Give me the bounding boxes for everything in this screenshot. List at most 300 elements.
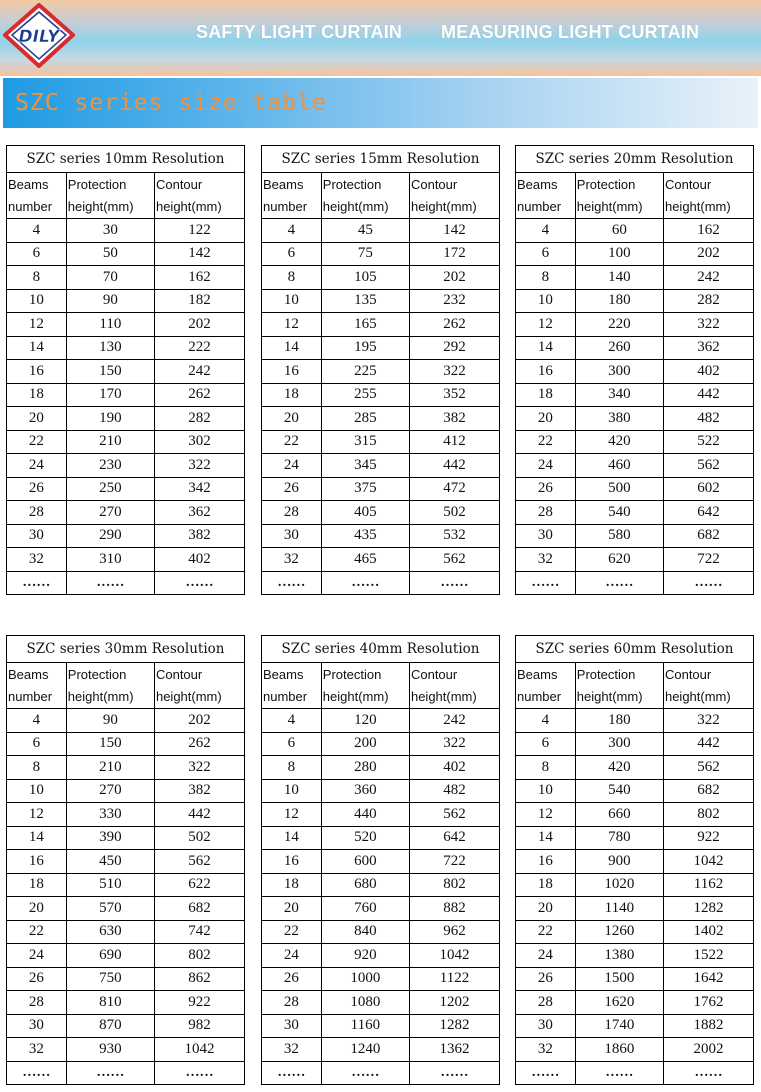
ellipsis-cell: …… (663, 1061, 753, 1085)
protection-header: Protection (66, 663, 154, 686)
table-row (262, 266, 500, 290)
protection-height-cell: 390 (66, 826, 154, 850)
table-row (262, 501, 500, 525)
protection-height-cell: 290 (66, 524, 154, 548)
protection-height-cell: 340 (575, 383, 663, 407)
contour-height-cell: 162 (663, 219, 753, 243)
contour-height-cell: 1282 (663, 897, 753, 921)
beams-number-cell: 16 (516, 360, 576, 384)
table-row (516, 897, 754, 921)
ellipsis-cell: …… (516, 571, 576, 595)
table-row (7, 219, 245, 243)
protection-height-cell: 1500 (575, 967, 663, 991)
contour-height-cell: 722 (663, 548, 753, 572)
contour-height-cell: 682 (154, 897, 244, 921)
protection-header: height(mm) (321, 686, 409, 709)
beams-number-cell: 6 (262, 732, 322, 756)
protection-header: Protection (66, 173, 154, 196)
contour-height-cell: 322 (409, 360, 499, 384)
ellipsis-cell: …… (321, 571, 409, 595)
protection-height-cell: 70 (66, 266, 154, 290)
ellipsis-cell: …… (575, 1061, 663, 1085)
beams-number-cell: 24 (516, 454, 576, 478)
beams-number-cell: 10 (262, 289, 322, 313)
table-header-row (262, 196, 500, 219)
beams-number-cell: 10 (262, 779, 322, 803)
protection-height-cell: 510 (66, 873, 154, 897)
beams-number-cell: 22 (262, 920, 322, 944)
beams-header: number (262, 196, 322, 219)
ellipsis-cell: …… (154, 571, 244, 595)
beams-number-cell: 22 (516, 430, 576, 454)
protection-header: height(mm) (66, 686, 154, 709)
protection-height-cell: 620 (575, 548, 663, 572)
protection-height-cell: 170 (66, 383, 154, 407)
table-caption: SZC series 40mm Resolution (262, 636, 500, 663)
beams-number-cell: 32 (516, 548, 576, 572)
protection-height-cell: 920 (321, 944, 409, 968)
contour-height-cell: 2002 (663, 1038, 753, 1062)
beams-number-cell: 28 (516, 501, 576, 525)
beams-number-cell: 20 (262, 407, 322, 431)
nav-safety-light-curtain[interactable]: SAFTY LIGHT CURTAIN (196, 22, 403, 42)
contour-height-cell: 742 (154, 920, 244, 944)
contour-height-cell: 562 (409, 548, 499, 572)
contour-height-cell: 282 (154, 407, 244, 431)
contour-height-cell: 1122 (409, 967, 499, 991)
beams-number-cell: 30 (262, 1014, 322, 1038)
protection-height-cell: 570 (66, 897, 154, 921)
contour-height-cell: 922 (154, 991, 244, 1015)
size-table (6, 635, 245, 1085)
protection-height-cell: 1380 (575, 944, 663, 968)
protection-height-cell: 285 (321, 407, 409, 431)
protection-height-cell: 225 (321, 360, 409, 384)
beams-number-cell: 18 (262, 873, 322, 897)
beams-header: number (7, 686, 67, 709)
protection-header: Protection (321, 663, 409, 686)
protection-height-cell: 315 (321, 430, 409, 454)
contour-height-cell: 532 (409, 524, 499, 548)
contour-height-cell: 262 (154, 383, 244, 407)
contour-height-cell: 562 (409, 803, 499, 827)
protection-height-cell: 230 (66, 454, 154, 478)
contour-height-cell: 1042 (409, 944, 499, 968)
table-caption: SZC series 15mm Resolution (262, 146, 500, 173)
table-row (7, 383, 245, 407)
contour-height-cell: 322 (663, 709, 753, 733)
contour-height-cell: 682 (663, 779, 753, 803)
contour-height-cell: 802 (154, 944, 244, 968)
protection-height-cell: 660 (575, 803, 663, 827)
site-header (0, 0, 761, 76)
table-row (262, 383, 500, 407)
contour-height-cell: 1202 (409, 991, 499, 1015)
protection-header: height(mm) (575, 196, 663, 219)
beams-number-cell: 14 (262, 826, 322, 850)
protection-height-cell: 630 (66, 920, 154, 944)
table-row (262, 242, 500, 266)
table-header-row (262, 173, 500, 196)
protection-height-cell: 180 (575, 289, 663, 313)
beams-number-cell: 20 (262, 897, 322, 921)
section-title: SZC series size table (15, 90, 327, 116)
table-header-row (262, 686, 500, 709)
protection-header: height(mm) (575, 686, 663, 709)
beams-number-cell: 16 (262, 850, 322, 874)
contour-height-cell: 322 (154, 756, 244, 780)
protection-height-cell: 440 (321, 803, 409, 827)
table-row (262, 289, 500, 313)
beams-number-cell: 30 (7, 524, 67, 548)
beams-number-cell: 12 (516, 313, 576, 337)
protection-height-cell: 1080 (321, 991, 409, 1015)
beams-number-cell: 20 (516, 407, 576, 431)
table-caption-row (516, 636, 754, 663)
ellipsis-cell: …… (7, 1061, 67, 1085)
section-banner (3, 78, 758, 128)
beams-number-cell: 26 (7, 967, 67, 991)
ellipsis-cell: …… (154, 1061, 244, 1085)
table-row (516, 524, 754, 548)
beams-number-cell: 8 (262, 266, 322, 290)
protection-height-cell: 420 (575, 756, 663, 780)
table-row (516, 709, 754, 733)
protection-height-cell: 100 (575, 242, 663, 266)
contour-height-cell: 362 (154, 501, 244, 525)
protection-height-cell: 210 (66, 756, 154, 780)
size-table (6, 145, 245, 595)
contour-height-cell: 482 (409, 779, 499, 803)
table-ellipsis-row (7, 1061, 245, 1085)
contour-height-cell: 882 (409, 897, 499, 921)
contour-height-cell: 122 (154, 219, 244, 243)
table-row (7, 709, 245, 733)
contour-height-cell: 482 (663, 407, 753, 431)
protection-height-cell: 405 (321, 501, 409, 525)
contour-height-cell: 282 (663, 289, 753, 313)
protection-header: height(mm) (66, 196, 154, 219)
ellipsis-cell: …… (575, 571, 663, 595)
contour-height-cell: 322 (154, 454, 244, 478)
table-row (516, 756, 754, 780)
protection-height-cell: 90 (66, 289, 154, 313)
nav-measuring-light-curtain[interactable]: MEASURING LIGHT CURTAIN (441, 22, 700, 42)
table-row (262, 897, 500, 921)
beams-number-cell: 30 (262, 524, 322, 548)
beams-number-cell: 12 (262, 313, 322, 337)
table-row (262, 477, 500, 501)
protection-height-cell: 270 (66, 779, 154, 803)
protection-height-cell: 250 (66, 477, 154, 501)
table-ellipsis-row (516, 571, 754, 595)
protection-height-cell: 1140 (575, 897, 663, 921)
beams-number-cell: 12 (516, 803, 576, 827)
table-row (516, 991, 754, 1015)
contour-height-cell: 642 (663, 501, 753, 525)
table-row (516, 383, 754, 407)
table-row (262, 219, 500, 243)
table-header-row (7, 663, 245, 686)
protection-height-cell: 1240 (321, 1038, 409, 1062)
table-row (516, 501, 754, 525)
protection-header: Protection (575, 663, 663, 686)
beams-number-cell: 18 (516, 383, 576, 407)
protection-height-cell: 310 (66, 548, 154, 572)
protection-height-cell: 130 (66, 336, 154, 360)
contour-height-cell: 402 (154, 548, 244, 572)
beams-number-cell: 30 (7, 1014, 67, 1038)
table-row (262, 313, 500, 337)
protection-height-cell: 150 (66, 732, 154, 756)
beams-number-cell: 30 (516, 524, 576, 548)
contour-height-cell: 1282 (409, 1014, 499, 1038)
beams-header: Beams (7, 663, 67, 686)
table-header-row (516, 173, 754, 196)
table-caption: SZC series 20mm Resolution (516, 146, 754, 173)
table-row (262, 360, 500, 384)
protection-height-cell: 300 (575, 360, 663, 384)
table-row (516, 313, 754, 337)
beams-number-cell: 10 (7, 289, 67, 313)
contour-height-cell: 1882 (663, 1014, 753, 1038)
beams-number-cell: 28 (7, 501, 67, 525)
table-row (262, 1014, 500, 1038)
contour-header: Contour (154, 663, 244, 686)
protection-height-cell: 1260 (575, 920, 663, 944)
beams-number-cell: 26 (516, 967, 576, 991)
contour-height-cell: 802 (663, 803, 753, 827)
contour-height-cell: 242 (154, 360, 244, 384)
table-row (516, 477, 754, 501)
table-row (7, 289, 245, 313)
contour-height-cell: 562 (663, 454, 753, 478)
beams-number-cell: 6 (7, 242, 67, 266)
table-row (7, 501, 245, 525)
ellipsis-cell: …… (409, 1061, 499, 1085)
contour-height-cell: 982 (154, 1014, 244, 1038)
table-row (516, 219, 754, 243)
protection-height-cell: 435 (321, 524, 409, 548)
beams-number-cell: 32 (516, 1038, 576, 1062)
contour-header: height(mm) (663, 196, 753, 219)
protection-height-cell: 190 (66, 407, 154, 431)
contour-height-cell: 722 (409, 850, 499, 874)
table-row (262, 850, 500, 874)
beams-number-cell: 6 (7, 732, 67, 756)
beams-number-cell: 6 (516, 242, 576, 266)
table-row (262, 803, 500, 827)
contour-height-cell: 442 (663, 732, 753, 756)
ellipsis-cell: …… (321, 1061, 409, 1085)
contour-height-cell: 382 (154, 779, 244, 803)
protection-header: Protection (575, 173, 663, 196)
table-ellipsis-row (7, 571, 245, 595)
table-row (516, 920, 754, 944)
table-row (262, 826, 500, 850)
protection-height-cell: 60 (575, 219, 663, 243)
protection-height-cell: 195 (321, 336, 409, 360)
table-row (516, 548, 754, 572)
beams-number-cell: 16 (262, 360, 322, 384)
contour-height-cell: 1642 (663, 967, 753, 991)
beams-number-cell: 16 (7, 850, 67, 874)
table-row (7, 360, 245, 384)
protection-height-cell: 420 (575, 430, 663, 454)
table-row (262, 524, 500, 548)
protection-height-cell: 1860 (575, 1038, 663, 1062)
protection-height-cell: 750 (66, 967, 154, 991)
dily-logo[interactable] (3, 3, 75, 68)
protection-height-cell: 200 (321, 732, 409, 756)
table-row (516, 803, 754, 827)
protection-height-cell: 380 (575, 407, 663, 431)
table-row (516, 266, 754, 290)
protection-height-cell: 600 (321, 850, 409, 874)
contour-header: Contour (663, 663, 753, 686)
contour-height-cell: 562 (154, 850, 244, 874)
protection-height-cell: 810 (66, 991, 154, 1015)
table-row (516, 336, 754, 360)
beams-number-cell: 14 (7, 826, 67, 850)
protection-height-cell: 465 (321, 548, 409, 572)
table-header-row (516, 196, 754, 219)
table-row (7, 336, 245, 360)
protection-height-cell: 255 (321, 383, 409, 407)
beams-number-cell: 28 (262, 991, 322, 1015)
beams-number-cell: 26 (7, 477, 67, 501)
contour-height-cell: 292 (409, 336, 499, 360)
table-ellipsis-row (262, 1061, 500, 1085)
contour-height-cell: 412 (409, 430, 499, 454)
protection-height-cell: 1740 (575, 1014, 663, 1038)
contour-height-cell: 402 (409, 756, 499, 780)
contour-height-cell: 382 (154, 524, 244, 548)
protection-height-cell: 180 (575, 709, 663, 733)
contour-height-cell: 862 (154, 967, 244, 991)
protection-height-cell: 360 (321, 779, 409, 803)
contour-height-cell: 142 (409, 219, 499, 243)
contour-height-cell: 202 (409, 266, 499, 290)
contour-height-cell: 682 (663, 524, 753, 548)
beams-number-cell: 26 (516, 477, 576, 501)
beams-number-cell: 8 (7, 266, 67, 290)
contour-height-cell: 802 (409, 873, 499, 897)
table-row (7, 826, 245, 850)
beams-number-cell: 26 (262, 967, 322, 991)
beams-number-cell: 32 (7, 1038, 67, 1062)
beams-number-cell: 8 (516, 756, 576, 780)
beams-number-cell: 4 (516, 709, 576, 733)
table-row (7, 524, 245, 548)
protection-height-cell: 270 (66, 501, 154, 525)
protection-height-cell: 300 (575, 732, 663, 756)
table-header-row (7, 686, 245, 709)
beams-header: Beams (262, 663, 322, 686)
protection-height-cell: 690 (66, 944, 154, 968)
table-header-row (7, 196, 245, 219)
protection-height-cell: 345 (321, 454, 409, 478)
table-row (516, 407, 754, 431)
beams-number-cell: 18 (262, 383, 322, 407)
ellipsis-cell: …… (262, 1061, 322, 1085)
table-row (262, 454, 500, 478)
beams-number-cell: 8 (516, 266, 576, 290)
size-table (515, 635, 754, 1085)
beams-number-cell: 32 (262, 548, 322, 572)
beams-number-cell: 18 (7, 873, 67, 897)
contour-height-cell: 242 (663, 266, 753, 290)
contour-header: Contour (663, 173, 753, 196)
contour-height-cell: 522 (663, 430, 753, 454)
table-row (516, 944, 754, 968)
beams-number-cell: 4 (7, 219, 67, 243)
beams-number-cell: 26 (262, 477, 322, 501)
contour-header: Contour (409, 173, 499, 196)
table-row (516, 873, 754, 897)
contour-height-cell: 642 (409, 826, 499, 850)
protection-height-cell: 280 (321, 756, 409, 780)
table-caption-row (262, 146, 500, 173)
protection-header: height(mm) (321, 196, 409, 219)
table-ellipsis-row (262, 571, 500, 595)
protection-height-cell: 260 (575, 336, 663, 360)
beams-number-cell: 32 (7, 548, 67, 572)
beams-number-cell: 6 (516, 732, 576, 756)
beams-number-cell: 14 (516, 826, 576, 850)
table-row (7, 803, 245, 827)
protection-height-cell: 1000 (321, 967, 409, 991)
table-row (516, 1038, 754, 1062)
table-row (262, 407, 500, 431)
beams-number-cell: 22 (7, 920, 67, 944)
beams-number-cell: 16 (516, 850, 576, 874)
table-row (7, 242, 245, 266)
contour-header: height(mm) (409, 196, 499, 219)
beams-number-cell: 30 (516, 1014, 576, 1038)
table-caption-row (7, 636, 245, 663)
beams-number-cell: 10 (516, 289, 576, 313)
table-row (7, 991, 245, 1015)
protection-height-cell: 450 (66, 850, 154, 874)
ellipsis-cell: …… (262, 571, 322, 595)
table-row (516, 289, 754, 313)
contour-height-cell: 202 (154, 313, 244, 337)
table-row (516, 967, 754, 991)
table-row (262, 873, 500, 897)
beams-header: Beams (516, 173, 576, 196)
contour-height-cell: 382 (409, 407, 499, 431)
table-header-row (516, 686, 754, 709)
beams-header: number (7, 196, 67, 219)
ellipsis-cell: …… (66, 1061, 154, 1085)
table-row (7, 944, 245, 968)
table-caption: SZC series 30mm Resolution (7, 636, 245, 663)
contour-height-cell: 1162 (663, 873, 753, 897)
beams-number-cell: 12 (7, 803, 67, 827)
table-row (516, 826, 754, 850)
protection-height-cell: 90 (66, 709, 154, 733)
contour-height-cell: 1362 (409, 1038, 499, 1062)
table-row (516, 360, 754, 384)
protection-height-cell: 150 (66, 360, 154, 384)
protection-height-cell: 1160 (321, 1014, 409, 1038)
protection-height-cell: 780 (575, 826, 663, 850)
table-row (262, 756, 500, 780)
table-row (516, 850, 754, 874)
beams-number-cell: 8 (262, 756, 322, 780)
beams-number-cell: 4 (262, 709, 322, 733)
